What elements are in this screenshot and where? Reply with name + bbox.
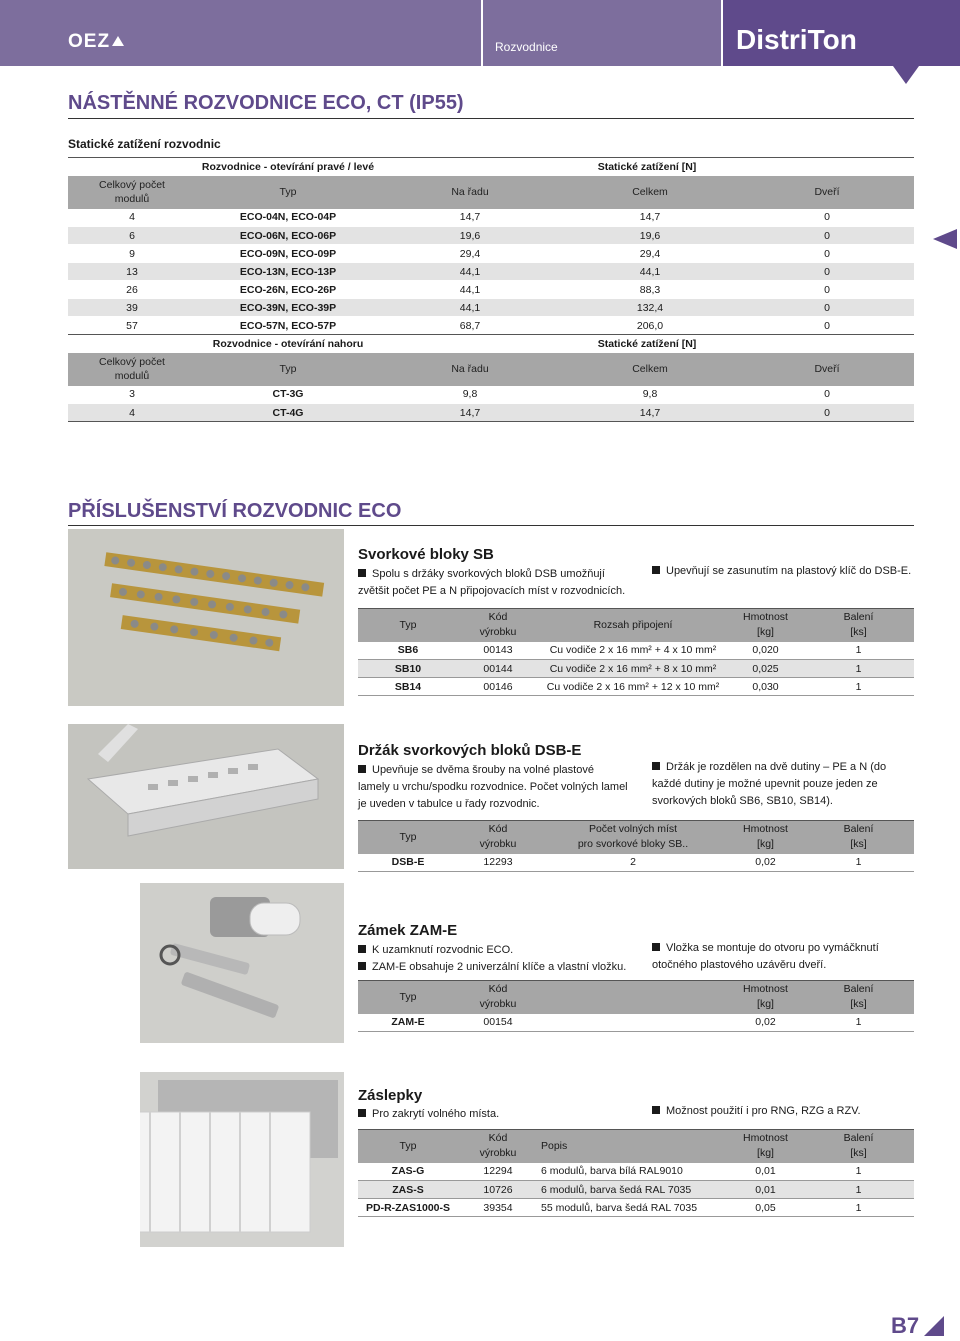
table-cell: 0,05 — [728, 1199, 803, 1217]
product-name-dsb: Držák svorkových bloků DSB-E — [358, 742, 582, 759]
table-cell: ZAM-E — [358, 1014, 458, 1032]
column-header-row — [358, 981, 914, 1014]
bullet-icon — [652, 762, 660, 770]
table-cell: Cu vodiče 2 x 16 mm² + 12 x 10 mm² — [538, 678, 728, 696]
table-cell: ECO-13N, ECO-13P — [196, 263, 380, 281]
column-header: Typ — [358, 609, 458, 642]
accessories-title: PŘÍSLUŠENSTVÍ ROZVODNIC ECO — [68, 500, 402, 522]
group-header-row — [68, 158, 914, 176]
column-header: Balení [ks] — [803, 821, 914, 854]
table-cell: 14,7 — [380, 209, 560, 227]
table-cell: 57 — [68, 317, 196, 335]
table-cell: 0,02 — [728, 1014, 803, 1032]
table-cell: 68,7 — [380, 317, 560, 335]
table-row — [358, 1163, 914, 1181]
column-header: Kód výrobku — [458, 1130, 538, 1163]
zas-table — [358, 1129, 914, 1217]
table-cell: 0 — [740, 299, 914, 317]
table-cell: 9,8 — [560, 386, 740, 404]
table-cell: 12294 — [458, 1163, 538, 1181]
brand-name: DistriTon — [736, 24, 857, 55]
table-cell: 4 — [68, 404, 196, 422]
table-row — [358, 1199, 914, 1217]
table-cell: ECO-09N, ECO-09P — [196, 245, 380, 263]
product-name-sb: Svorkové bloky SB — [358, 546, 494, 563]
table-cell: ECO-57N, ECO-57P — [196, 317, 380, 335]
table-cell: 44,1 — [380, 281, 560, 299]
column-header — [538, 981, 728, 1014]
table-cell: 4 — [68, 209, 196, 227]
table-cell: 10726 — [458, 1181, 538, 1199]
table-cell: ECO-39N, ECO-39P — [196, 299, 380, 317]
column-header: Počet volných míst pro svorkové bloky SB.. — [538, 821, 728, 854]
bullet-icon — [358, 962, 366, 970]
table-cell: 1 — [803, 1181, 914, 1199]
table-cell: 29,4 — [560, 245, 740, 263]
table-cell: 44,1 — [560, 263, 740, 281]
column-header: Hmotnost [kg] — [728, 821, 803, 854]
column-header: Typ — [358, 1130, 458, 1163]
table-row — [358, 1014, 914, 1032]
table-cell: 44,1 — [380, 299, 560, 317]
table-row — [358, 642, 914, 660]
bullet-icon — [358, 945, 366, 953]
table-cell: 14,7 — [560, 404, 740, 422]
column-header: Kód výrobku — [458, 821, 538, 854]
product-name-zas: Záslepky — [358, 1087, 423, 1104]
table-cell: ECO-04N, ECO-04P — [196, 209, 380, 227]
column-header-row — [68, 176, 914, 209]
table-cell: PD-R-ZAS1000-S — [358, 1199, 458, 1217]
column-header: Dveří — [740, 353, 914, 386]
table-row — [358, 854, 914, 872]
table-cell: 1 — [803, 1199, 914, 1217]
column-header: Hmotnost [kg] — [728, 609, 803, 642]
table-cell: 00154 — [458, 1014, 538, 1032]
column-header: Kód výrobku — [458, 609, 538, 642]
table-cell: 0,02 — [728, 854, 803, 872]
group-label: Statické zatížení [N] — [597, 337, 697, 350]
group-label: Statické zatížení [N] — [380, 158, 914, 176]
column-header: Hmotnost [kg] — [728, 981, 803, 1014]
brand-arrow-icon — [893, 66, 919, 84]
table-cell: 0,025 — [728, 660, 803, 678]
table-cell: SB6 — [358, 642, 458, 660]
table-cell — [538, 1014, 728, 1032]
holder-dsb-image — [68, 724, 344, 869]
section-label: Rozvodnice — [495, 40, 558, 54]
table-cell: ZAS-S — [358, 1181, 458, 1199]
bullet-icon — [652, 943, 660, 951]
column-header: Na řadu — [380, 176, 560, 209]
table-cell: 14,7 — [380, 404, 560, 422]
column-header-row — [358, 1130, 914, 1163]
table-row — [358, 660, 914, 678]
table-cell: 1 — [803, 660, 914, 678]
table-cell: 0 — [740, 227, 914, 245]
table-cell: 1 — [803, 1014, 914, 1032]
table-cell: 0,01 — [728, 1163, 803, 1181]
table-cell: ZAS-G — [358, 1163, 458, 1181]
table-cell: 88,3 — [560, 281, 740, 299]
table-cell: 6 modulů, barva šedá RAL 7035 — [538, 1181, 728, 1199]
table-row — [358, 678, 914, 696]
sb-bullet-2: Upevňují se zasunutím na plastový klíč do DSB-E. — [652, 563, 914, 580]
lock-image — [140, 883, 344, 1043]
table-cell: 44,1 — [380, 263, 560, 281]
column-header: Dveří — [740, 176, 914, 209]
table-cell: 6 modulů, barva bílá RAL9010 — [538, 1163, 728, 1181]
table-cell: 12293 — [458, 854, 538, 872]
table-row — [68, 317, 914, 335]
column-header: Celkem — [560, 176, 740, 209]
column-header: Typ — [358, 821, 458, 854]
column-header: Typ — [196, 176, 380, 209]
table-cell: 00143 — [458, 642, 538, 660]
bullet-icon — [358, 765, 366, 773]
table-cell: ECO-26N, ECO-26P — [196, 281, 380, 299]
zas-bullet-2: Možnost použití i pro RNG, RZG a RZV. — [652, 1103, 914, 1120]
table-row — [68, 263, 914, 281]
cover-strip-icon — [140, 1072, 344, 1247]
table-cell: 9 — [68, 245, 196, 263]
holder-icon — [68, 724, 344, 869]
column-header: Hmotnost [kg] — [728, 1130, 803, 1163]
table-cell: Cu vodiče 2 x 16 mm² + 8 x 10 mm² — [538, 660, 728, 678]
table-cell: 19,6 — [380, 227, 560, 245]
dsb-bullet-2: Držák je rozdělen na dvě dutiny – PE a N (do každé dutiny je možné upevnit pouze jeden ze svorkových bloků SB6, SB10, SB14). — [652, 761, 887, 807]
table-cell: 26 — [68, 281, 196, 299]
table-cell: 132,4 — [560, 299, 740, 317]
column-header: Na řadu — [380, 353, 560, 386]
load-table — [68, 157, 914, 422]
table-cell: 55 modulů, barva šedá RAL 7035 — [538, 1199, 728, 1217]
table-cell: 1 — [803, 642, 914, 660]
oez-logo: OEZ — [68, 31, 124, 53]
table-cell: 0 — [740, 386, 914, 404]
table-row — [68, 404, 914, 422]
table-cell: 0,01 — [728, 1181, 803, 1199]
table-cell: 0 — [740, 281, 914, 299]
zam-bullet-3: Vložka se montuje do otvoru po vymáčknutí otočného plastového uzávěru dveří. — [652, 942, 879, 971]
table-cell: 19,6 — [560, 227, 740, 245]
sb-table — [358, 608, 914, 696]
accessories-divider — [68, 525, 914, 526]
table-cell: 0 — [740, 245, 914, 263]
table-cell: DSB-E — [358, 854, 458, 872]
zas-bullet-1: Pro zakrytí volného místa. — [358, 1106, 638, 1123]
column-header: Balení [ks] — [803, 981, 914, 1014]
table-cell: SB14 — [358, 678, 458, 696]
table-cell: SB10 — [358, 660, 458, 678]
bullet-icon — [652, 1106, 660, 1114]
bullet-icon — [652, 566, 660, 574]
column-header: Celkový počet modulů — [68, 353, 196, 386]
table-cell: 0 — [740, 404, 914, 422]
column-header-row — [358, 609, 914, 642]
sb-bullet-1: Spolu s držáky svorkových bloků DSB umožňují zvětšit počet PE a N připojovacích míst v rozvodnicích. — [358, 568, 626, 597]
bullet-icon — [358, 1109, 366, 1117]
table-cell: 00144 — [458, 660, 538, 678]
dsb-table — [358, 820, 914, 872]
group-label: Rozvodnice - otevírání pravé / levé — [196, 158, 380, 176]
page-number: B7 — [891, 1313, 920, 1338]
column-header-row — [358, 821, 914, 854]
table-cell: 6 — [68, 227, 196, 245]
table-cell: CT-3G — [196, 386, 380, 404]
table-cell: 0 — [740, 317, 914, 335]
group-label: Rozvodnice - otevírání nahoru — [212, 337, 364, 350]
bullet-icon — [358, 569, 366, 577]
table-cell: 00146 — [458, 678, 538, 696]
table-row — [68, 281, 914, 299]
prev-page-arrow-icon[interactable] — [933, 229, 957, 249]
table-cell: 0 — [740, 263, 914, 281]
lock-key-icon — [140, 883, 344, 1043]
column-header: Balení [ks] — [803, 1130, 914, 1163]
table-cell: 29,4 — [380, 245, 560, 263]
page-title: NÁSTĚNNÉ ROZVODNICE ECO, CT (IP55) — [68, 92, 464, 114]
table-row — [68, 245, 914, 263]
table-row — [68, 386, 914, 404]
table-cell: 0,020 — [728, 642, 803, 660]
table-cell: 3 — [68, 386, 196, 404]
table-cell: 1 — [803, 1163, 914, 1181]
zam-table — [358, 980, 914, 1032]
column-header: Typ — [196, 353, 380, 386]
column-header: Typ — [358, 981, 458, 1014]
table-cell: 206,0 — [560, 317, 740, 335]
table-cell: 1 — [803, 854, 914, 872]
table-cell: CT-4G — [196, 404, 380, 422]
page-header — [0, 0, 960, 66]
table-cell: 13 — [68, 263, 196, 281]
terminal-blocks-icon — [68, 529, 344, 706]
table-cell: 0,030 — [728, 678, 803, 696]
terminal-blocks-image — [68, 529, 344, 706]
column-header-row — [68, 353, 914, 386]
blanking-covers-image — [140, 1072, 344, 1247]
table-cell: 0 — [740, 209, 914, 227]
table-cell: Cu vodiče 2 x 16 mm² + 4 x 10 mm² — [538, 642, 728, 660]
table-row — [68, 299, 914, 317]
column-header: Celkem — [560, 353, 740, 386]
title-divider — [68, 118, 914, 119]
column-header: Kód výrobku — [458, 981, 538, 1014]
table-row — [68, 209, 914, 227]
header-band-middle — [483, 0, 721, 66]
column-header: Rozsah připojení — [538, 609, 728, 642]
column-header: Celkový počet modulů — [68, 176, 196, 209]
table-row — [358, 1181, 914, 1199]
page-corner-icon — [924, 1316, 944, 1336]
column-header: Balení [ks] — [803, 609, 914, 642]
table-cell: 2 — [538, 854, 728, 872]
logo-triangle-icon — [112, 36, 124, 46]
zam-bullet-1: K uzamknutí rozvodnic ECO. — [358, 942, 638, 959]
table-row — [68, 227, 914, 245]
table-cell: 9,8 — [380, 386, 560, 404]
table-cell: 39354 — [458, 1199, 538, 1217]
zam-bullet-2: ZAM-E obsahuje 2 univerzální klíče a vlastní vložku. — [358, 959, 638, 976]
group-header-row — [68, 335, 914, 353]
product-name-zam: Zámek ZAM-E — [358, 922, 458, 939]
table-cell: 1 — [803, 678, 914, 696]
dsb-bullet-1: Upevňuje se dvěma šrouby na volné plastové lamely u vrchu/spodku rozvodnice. Počet volných lamel je uveden v tabulce u řady rozvodnic. — [358, 764, 628, 810]
table-cell: 39 — [68, 299, 196, 317]
table-cell: ECO-06N, ECO-06P — [196, 227, 380, 245]
load-table-title: Statické zatížení rozvodnic — [68, 137, 221, 151]
table-cell: 14,7 — [560, 209, 740, 227]
column-header: Popis — [538, 1130, 728, 1163]
